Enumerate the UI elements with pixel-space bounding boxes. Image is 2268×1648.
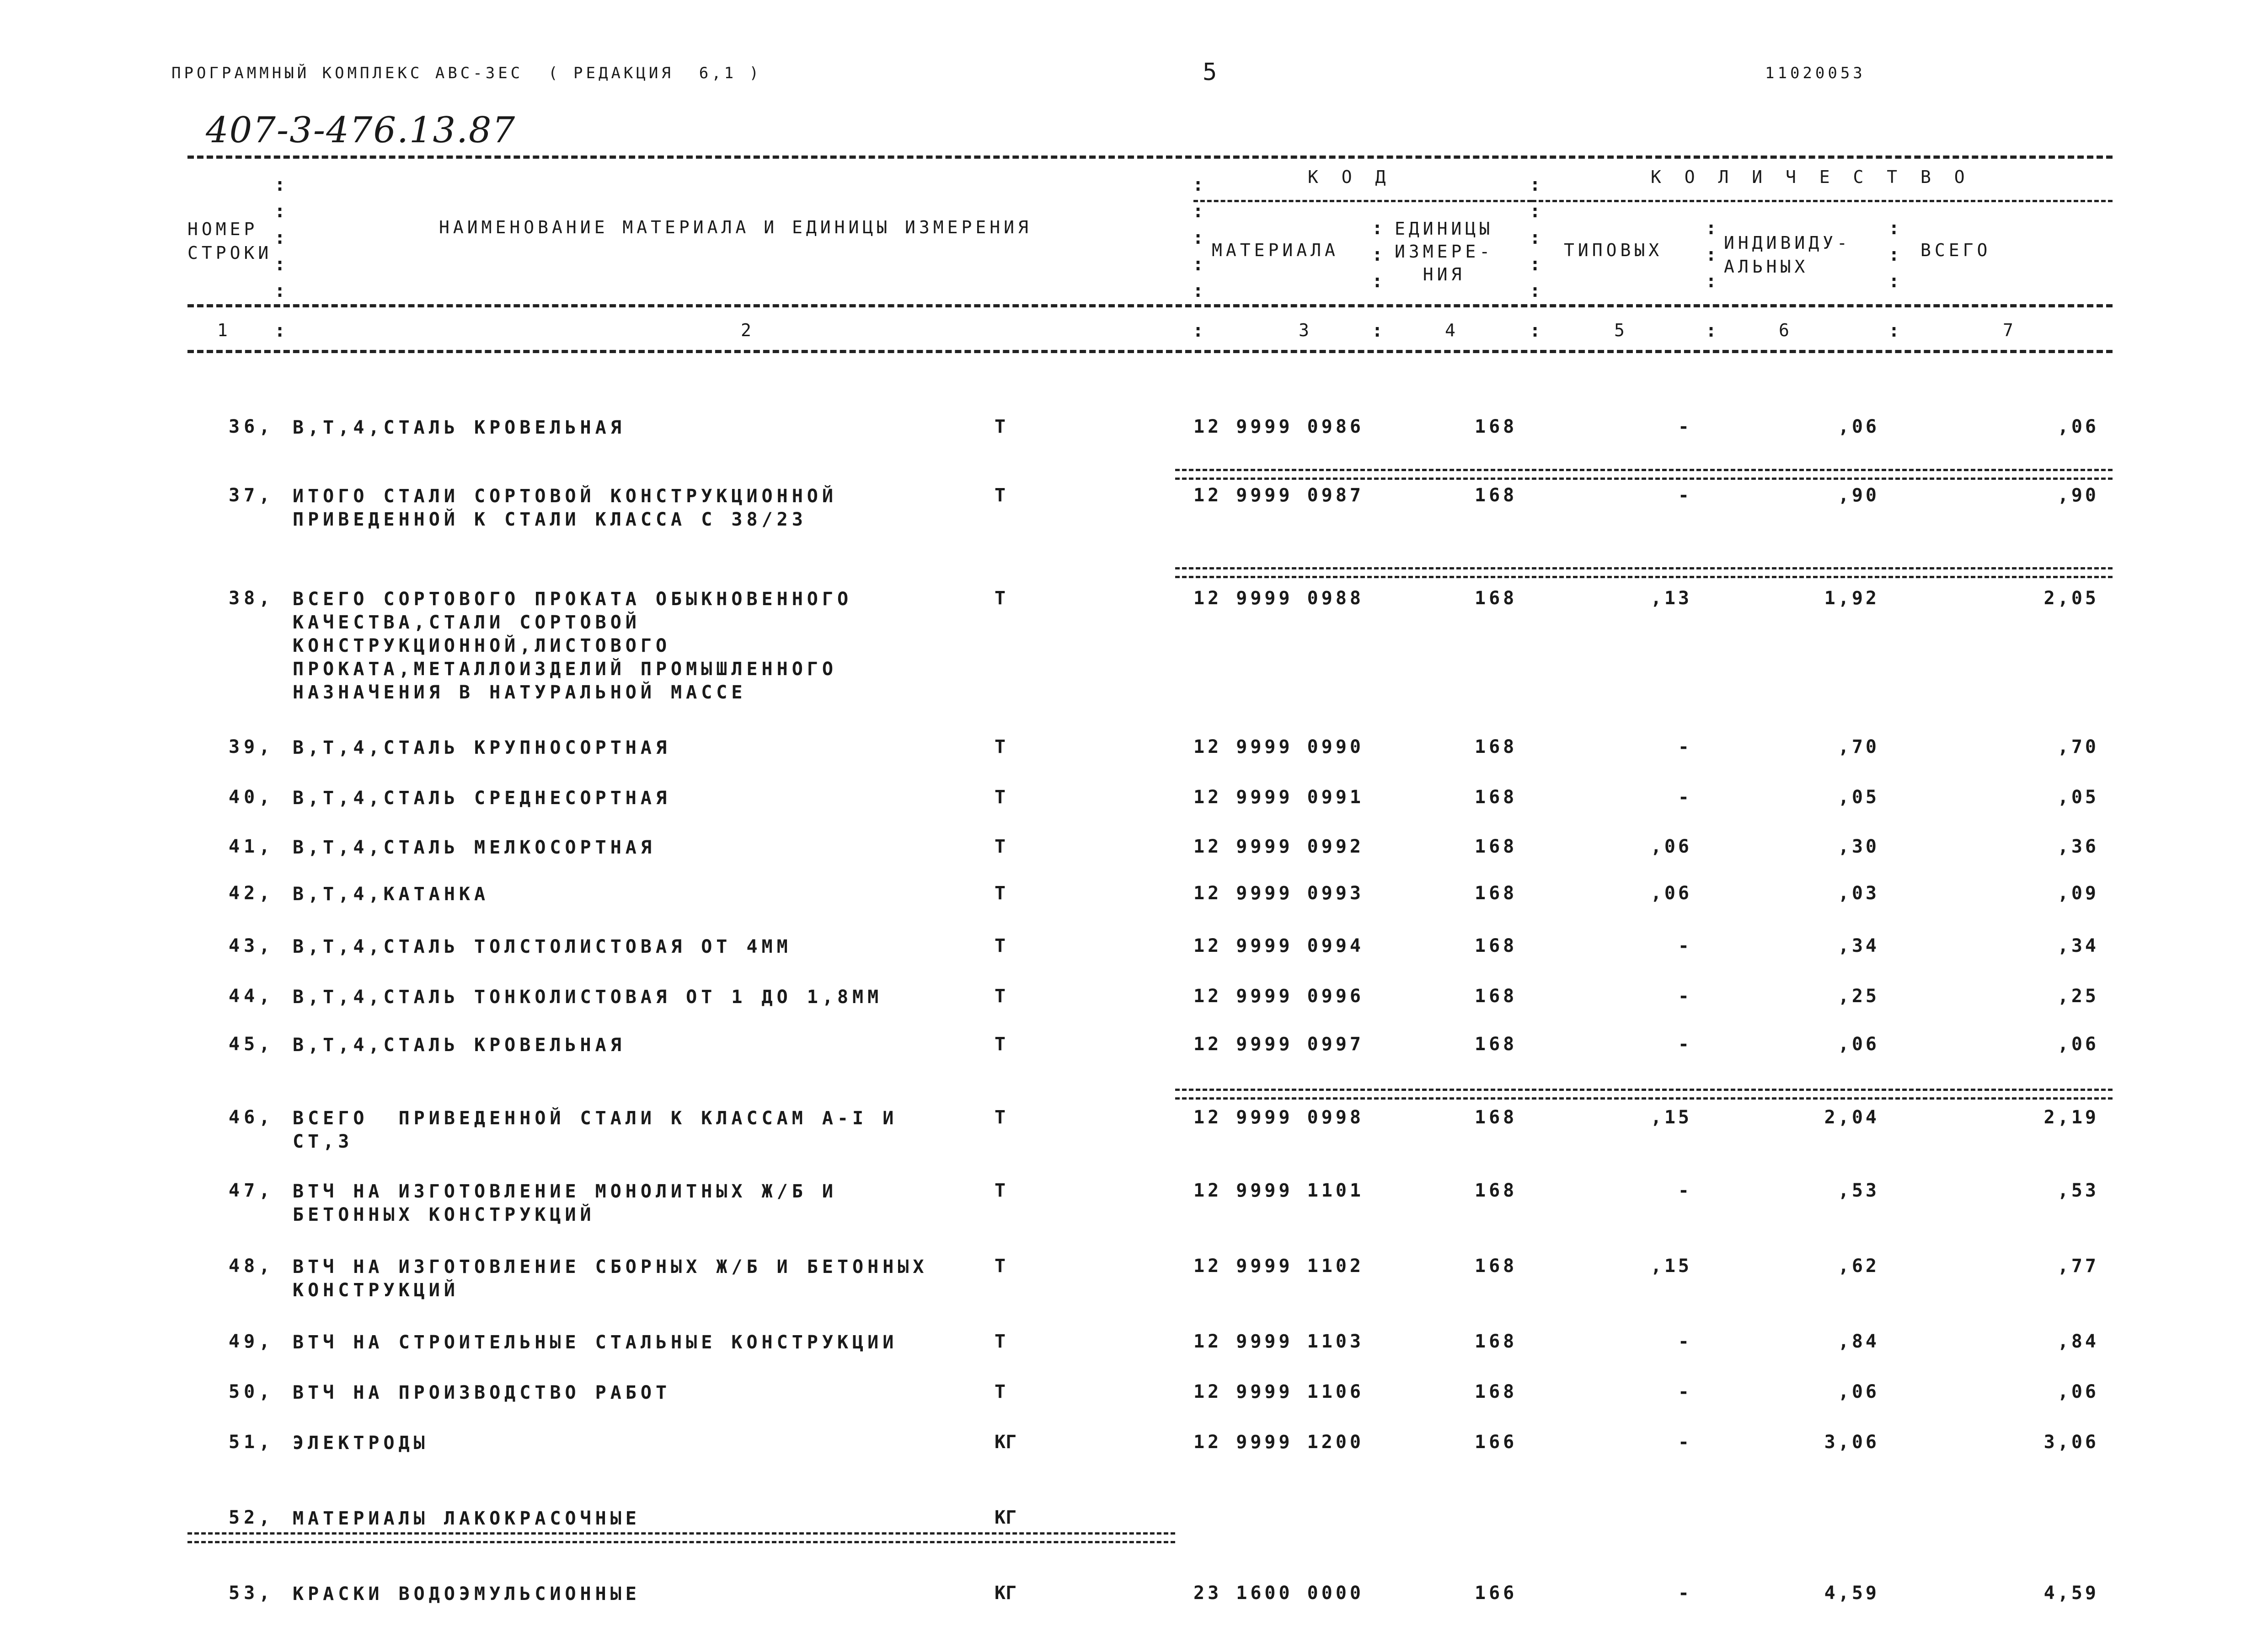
code-group-header: К О Д bbox=[1308, 167, 1392, 187]
individual-quantity: ,06 bbox=[1838, 416, 1879, 437]
table-row bbox=[0, 1432, 2268, 1459]
table-row bbox=[0, 1583, 2268, 1610]
total-header: ВСЕГО bbox=[1920, 240, 1991, 260]
table-row bbox=[0, 787, 2268, 814]
material-name: В,Т,4,СТАЛЬ СРЕДНЕСОРТНАЯ bbox=[293, 788, 671, 809]
table-row bbox=[0, 986, 2268, 1013]
header-separator: : : : : : bbox=[274, 174, 286, 301]
total-quantity: 2,05 bbox=[2043, 588, 2099, 609]
total-quantity: ,77 bbox=[2057, 1256, 2099, 1277]
table-row bbox=[0, 836, 2268, 864]
column-number: 7 bbox=[2003, 320, 2017, 340]
unit: КГ bbox=[995, 1432, 1017, 1453]
unit: Т bbox=[995, 836, 1006, 857]
row-number: 52, bbox=[229, 1507, 274, 1528]
unit: Т bbox=[995, 416, 1006, 437]
table-row bbox=[0, 935, 2268, 963]
row-number: 47, bbox=[229, 1180, 274, 1201]
header-top-rule bbox=[187, 156, 2113, 159]
unit-code: 168 bbox=[1475, 736, 1518, 757]
header-mid-rule bbox=[187, 304, 2113, 307]
material-name: ВСЕГО СОРТОВОГО ПРОКАТА ОБЫКНОВЕННОГО КАЧЕСТВА,СТАЛИ СОРТОВОЙ КОНСТРУКЦИОННОЙ,ЛИСТОВОГО ПРОКАТА,МЕТАЛЛОИЗДЕЛИЙ ПРОМЫШЛЕННОГО НАЗНАЧЕНИЯ В НАТУРАЛЬНОЙ МАССЕ bbox=[293, 589, 853, 703]
header-separator: : bbox=[1530, 320, 1541, 341]
individual-quantity: ,30 bbox=[1838, 836, 1879, 857]
total-quantity: 3,06 bbox=[2043, 1432, 2099, 1453]
material-name: ИТОГО СТАЛИ СОРТОВОЙ КОНСТРУКЦИОННОЙ ПРИВЕДЕННОЙ К СТАЛИ КЛАССА С 38/23 bbox=[293, 486, 837, 530]
row-number: 53, bbox=[229, 1583, 274, 1604]
material-code: 12 9999 1103 bbox=[1193, 1331, 1364, 1352]
unit-code: 168 bbox=[1475, 1331, 1518, 1352]
unit-code: 168 bbox=[1475, 787, 1518, 808]
material-name: В,Т,4,СТАЛЬ МЕЛКОСОРТНАЯ bbox=[293, 837, 656, 858]
row-number: 39, bbox=[229, 736, 274, 757]
table-row bbox=[0, 416, 2268, 444]
unit-code: 168 bbox=[1475, 588, 1518, 609]
individual-quantity: ,53 bbox=[1838, 1180, 1879, 1201]
row-number: 45, bbox=[229, 1034, 274, 1055]
material-code: 12 9999 0991 bbox=[1193, 787, 1364, 808]
material-name: КРАСКИ ВОДОЭМУЛЬСИОННЫЕ bbox=[293, 1584, 641, 1605]
individual-quantity: 4,59 bbox=[1824, 1583, 1879, 1604]
header-bottom-rule bbox=[187, 350, 2113, 353]
table-row bbox=[0, 1034, 2268, 1061]
material-name: ВСЕГО ПРИВЕДЕННОЙ СТАЛИ К КЛАССАМ А-I И СТ,3 bbox=[293, 1108, 898, 1152]
row-number: 41, bbox=[229, 836, 274, 857]
individual-header: ИНДИВИДУ- АЛЬНЫХ bbox=[1724, 233, 1851, 277]
unit-code: 168 bbox=[1475, 883, 1518, 904]
total-quantity: ,05 bbox=[2057, 787, 2099, 808]
material-name: ВТЧ НА ИЗГОТОВЛЕНИЕ МОНОЛИТНЫХ Ж/Б И БЕТОННЫХ КОНСТРУКЦИЙ bbox=[293, 1181, 837, 1225]
row-number: 49, bbox=[229, 1331, 274, 1352]
table-row bbox=[0, 1256, 2268, 1301]
typical-quantity: - bbox=[1678, 1381, 1692, 1402]
individual-quantity: ,05 bbox=[1838, 787, 1879, 808]
unit: Т bbox=[995, 588, 1006, 609]
row-number: 43, bbox=[229, 935, 274, 956]
row-number: 40, bbox=[229, 787, 274, 808]
table-row bbox=[0, 1507, 2268, 1535]
total-quantity: ,34 bbox=[2057, 935, 2099, 956]
unit: Т bbox=[995, 935, 1006, 956]
material-name: В,Т,4,СТАЛЬ ТОНКОЛИСТОВАЯ ОТ 1 ДО 1,8ММ bbox=[293, 987, 883, 1008]
table-row bbox=[0, 1107, 2268, 1152]
material-code: 12 9999 0988 bbox=[1193, 588, 1364, 609]
material-name: В,Т,4,СТАЛЬ КРОВЕЛЬНАЯ bbox=[293, 1035, 626, 1056]
unit-code: 168 bbox=[1475, 485, 1518, 506]
typical-quantity: - bbox=[1678, 485, 1692, 506]
subtotal-separator bbox=[1175, 1089, 2113, 1100]
material-name: В,Т,4,СТАЛЬ ТОЛСТОЛИСТОВАЯ ОТ 4ММ bbox=[293, 936, 792, 957]
material-code: 12 9999 0992 bbox=[1193, 836, 1364, 857]
page-number: 5 bbox=[1203, 59, 1217, 86]
typical-quantity: ,13 bbox=[1650, 588, 1692, 609]
unit-code: 168 bbox=[1475, 986, 1518, 1007]
individual-quantity: ,06 bbox=[1838, 1381, 1879, 1402]
typical-quantity: - bbox=[1678, 416, 1692, 437]
header-separator: : bbox=[1193, 320, 1204, 341]
typical-header: ТИПОВЫХ bbox=[1564, 240, 1663, 260]
individual-quantity: ,06 bbox=[1838, 1034, 1879, 1055]
material-name: В,Т,4,СТАЛЬ КРОВЕЛЬНАЯ bbox=[293, 417, 626, 438]
total-quantity: ,25 bbox=[2057, 986, 2099, 1007]
total-quantity: ,53 bbox=[2057, 1180, 2099, 1201]
typical-quantity: - bbox=[1678, 1180, 1692, 1201]
total-quantity: ,06 bbox=[2057, 1381, 2099, 1402]
typical-quantity: - bbox=[1678, 736, 1692, 757]
material-code: 12 9999 1106 bbox=[1193, 1381, 1364, 1402]
typical-quantity: ,15 bbox=[1650, 1256, 1692, 1277]
typical-quantity: ,06 bbox=[1650, 836, 1692, 857]
typical-quantity: - bbox=[1678, 1034, 1692, 1055]
row-number: 46, bbox=[229, 1107, 274, 1128]
unit: Т bbox=[995, 1256, 1006, 1277]
total-quantity: ,36 bbox=[2057, 836, 2099, 857]
unit: Т bbox=[995, 485, 1006, 506]
row-number: 36, bbox=[229, 416, 274, 437]
total-quantity: ,09 bbox=[2057, 883, 2099, 904]
material-code: 23 1600 0000 bbox=[1193, 1583, 1364, 1604]
total-quantity: ,90 bbox=[2057, 485, 2099, 506]
table-row bbox=[0, 883, 2268, 910]
table-row bbox=[0, 588, 2268, 703]
column-number: 6 bbox=[1779, 320, 1793, 340]
material-code: 12 9999 1101 bbox=[1193, 1180, 1364, 1201]
subtotal-separator bbox=[1175, 469, 2113, 480]
header-separator: : : : bbox=[1372, 218, 1383, 292]
subtotal-separator bbox=[1175, 567, 2113, 578]
quantity-group-rule bbox=[1532, 200, 2113, 202]
typical-quantity: ,06 bbox=[1650, 883, 1692, 904]
unit-code: 168 bbox=[1475, 935, 1518, 956]
column-number: 5 bbox=[1614, 320, 1628, 340]
header-separator: : : : : : bbox=[1530, 174, 1541, 301]
total-quantity: 4,59 bbox=[2043, 1583, 2099, 1604]
table-row bbox=[0, 1180, 2268, 1225]
material-code: 12 9999 0996 bbox=[1193, 986, 1364, 1007]
unit-code: 168 bbox=[1475, 1107, 1518, 1128]
unit: Т bbox=[995, 787, 1006, 808]
individual-quantity: 1,92 bbox=[1824, 588, 1879, 609]
material-code: 12 9999 0993 bbox=[1193, 883, 1364, 904]
unit: Т bbox=[995, 986, 1006, 1007]
material-code: 12 9999 0998 bbox=[1193, 1107, 1364, 1128]
row-number: 42, bbox=[229, 883, 274, 904]
unit: КГ bbox=[995, 1507, 1017, 1528]
material-code: 12 9999 0987 bbox=[1193, 485, 1364, 506]
typical-quantity: - bbox=[1678, 1583, 1692, 1604]
material-code-header: МАТЕРИАЛА bbox=[1212, 240, 1339, 260]
document-code: 11020053 bbox=[1765, 64, 1866, 82]
unit: Т bbox=[995, 1331, 1006, 1352]
unit-code: 168 bbox=[1475, 1381, 1518, 1402]
material-name: МАТЕРИАЛЫ ЛАКОКРАСОЧНЫЕ bbox=[293, 1508, 641, 1529]
individual-quantity: ,34 bbox=[1838, 935, 1879, 956]
unit-code: 166 bbox=[1475, 1432, 1518, 1453]
header-separator: : bbox=[1888, 320, 1900, 341]
unit-code-header: ЕДИНИЦЫ ИЗМЕРЕ- НИЯ bbox=[1395, 219, 1494, 285]
unit-code: 168 bbox=[1475, 836, 1518, 857]
column-number: 4 bbox=[1445, 320, 1459, 340]
material-code: 12 9999 0990 bbox=[1193, 736, 1364, 757]
row-number: 48, bbox=[229, 1256, 274, 1277]
header-separator: : bbox=[1372, 320, 1383, 341]
individual-quantity: ,90 bbox=[1838, 485, 1879, 506]
individual-quantity: ,25 bbox=[1838, 986, 1879, 1007]
table-row bbox=[0, 1381, 2268, 1409]
material-code: 12 9999 1200 bbox=[1193, 1432, 1364, 1453]
unit: КГ bbox=[995, 1583, 1017, 1604]
unit: Т bbox=[995, 1381, 1006, 1402]
column-number: 3 bbox=[1299, 320, 1313, 340]
individual-quantity: ,70 bbox=[1838, 736, 1879, 757]
material-name: В,Т,4,СТАЛЬ КРУПНОСОРТНАЯ bbox=[293, 737, 671, 758]
typical-quantity: - bbox=[1678, 935, 1692, 956]
row-number: 38, bbox=[229, 588, 274, 609]
individual-quantity: ,03 bbox=[1838, 883, 1879, 904]
individual-quantity: 3,06 bbox=[1824, 1432, 1879, 1453]
table-row bbox=[0, 1331, 2268, 1358]
unit: Т bbox=[995, 1180, 1006, 1201]
program-title: ПРОГРАММНЫЙ КОМПЛЕКС АВС-ЗЕС ( РЕДАКЦИЯ 6,1 ) bbox=[171, 64, 762, 82]
header-separator: : bbox=[274, 320, 286, 341]
material-code: 12 9999 1102 bbox=[1193, 1256, 1364, 1277]
header-separator: : : : bbox=[1706, 218, 1717, 292]
material-code: 12 9999 0986 bbox=[1193, 416, 1364, 437]
material-name: ВТЧ НА ИЗГОТОВЛЕНИЕ СБОРНЫХ Ж/Б И БЕТОННЫХ КОНСТРУКЦИЙ bbox=[293, 1256, 928, 1301]
material-code: 12 9999 0994 bbox=[1193, 935, 1364, 956]
row-number-header: НОМЕР СТРОКИ bbox=[187, 219, 273, 263]
table-row bbox=[0, 736, 2268, 764]
material-code: 12 9999 0997 bbox=[1193, 1034, 1364, 1055]
column-number: 2 bbox=[741, 320, 755, 340]
header-separator: : : : : : bbox=[1193, 174, 1204, 301]
total-quantity: 2,19 bbox=[2043, 1107, 2099, 1128]
column-number: 1 bbox=[217, 320, 231, 340]
name-header: НАИМЕНОВАНИЕ МАТЕРИАЛА И ЕДИНИЦЫ ИЗМЕРЕНИЯ bbox=[439, 217, 1032, 237]
row-number: 51, bbox=[229, 1432, 274, 1453]
unit-code: 168 bbox=[1475, 1256, 1518, 1277]
individual-quantity: 2,04 bbox=[1824, 1107, 1879, 1128]
individual-quantity: ,62 bbox=[1838, 1256, 1879, 1277]
unit: Т bbox=[995, 1034, 1006, 1055]
material-name: ВТЧ НА ПРОИЗВОДСТВО РАБОТ bbox=[293, 1382, 671, 1403]
material-name: ВТЧ НА СТРОИТЕЛЬНЫЕ СТАЛЬНЫЕ КОНСТРУКЦИИ bbox=[293, 1332, 898, 1353]
unit-code: 168 bbox=[1475, 1034, 1518, 1055]
unit-code: 166 bbox=[1475, 1583, 1518, 1604]
material-name: ЭЛЕКТРОДЫ bbox=[293, 1433, 429, 1454]
table-row bbox=[0, 485, 2268, 530]
unit: Т bbox=[995, 883, 1006, 904]
quantity-group-header: К О Л И Ч Е С Т В О bbox=[1651, 167, 1971, 187]
header-separator: : bbox=[1706, 320, 1717, 341]
row-number: 50, bbox=[229, 1381, 274, 1402]
header-separator: : : : bbox=[1888, 218, 1900, 292]
typical-quantity: - bbox=[1678, 986, 1692, 1007]
total-quantity: ,84 bbox=[2057, 1331, 2099, 1352]
individual-quantity: ,84 bbox=[1838, 1331, 1879, 1352]
typical-quantity: - bbox=[1678, 787, 1692, 808]
material-name: В,Т,4,КАТАНКА bbox=[293, 884, 490, 905]
total-quantity: ,06 bbox=[2057, 416, 2099, 437]
typical-quantity: ,15 bbox=[1650, 1107, 1692, 1128]
total-quantity: ,06 bbox=[2057, 1034, 2099, 1055]
total-quantity: ,70 bbox=[2057, 736, 2099, 757]
typical-quantity: - bbox=[1678, 1331, 1692, 1352]
row-number: 44, bbox=[229, 986, 274, 1007]
code-group-rule bbox=[1193, 200, 1532, 202]
handwritten-reference: 407-3-476.13.87 bbox=[206, 110, 516, 151]
unit: Т bbox=[995, 736, 1006, 757]
row-number: 37, bbox=[229, 485, 274, 506]
unit-code: 168 bbox=[1475, 1180, 1518, 1201]
typical-quantity: - bbox=[1678, 1432, 1692, 1453]
unit: Т bbox=[995, 1107, 1006, 1128]
unit-code: 168 bbox=[1475, 416, 1518, 437]
